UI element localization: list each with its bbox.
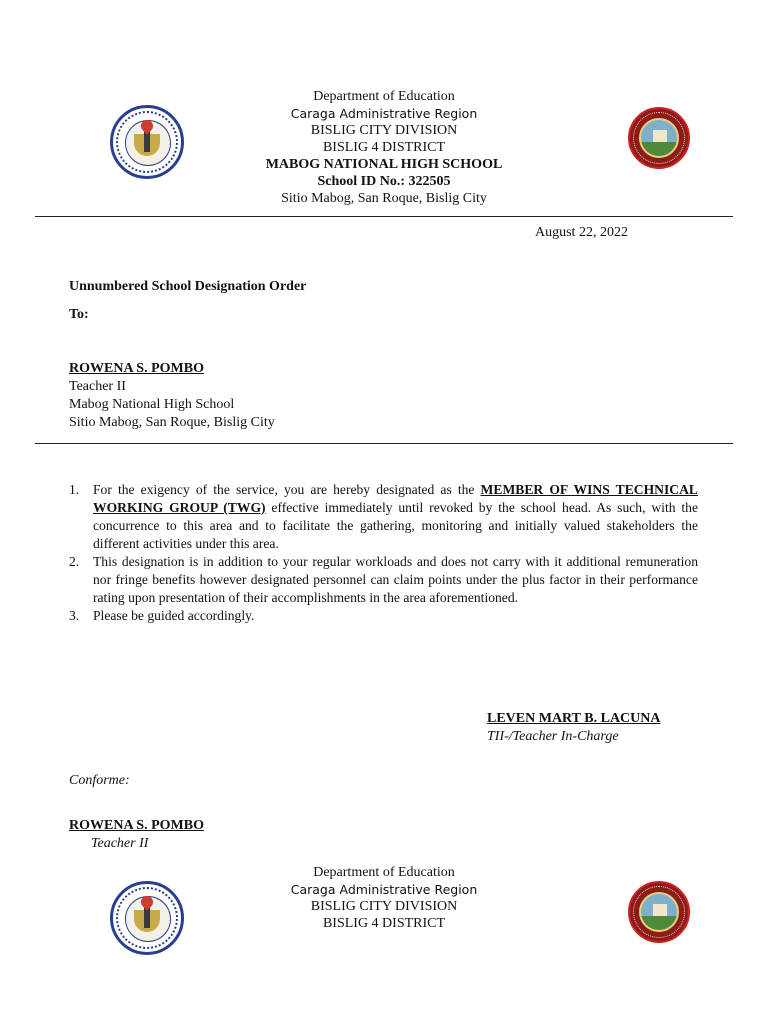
to-label: To: — [69, 307, 89, 322]
signatory-title: TII-/Teacher In-Charge — [487, 729, 619, 744]
recipient-address: Sitio Mabog, San Roque, Bislig City — [69, 415, 275, 430]
list-item: 3. Please be guided accordingly. — [69, 608, 255, 623]
list-item: 2. This designation is in addition to your regular workloads and does not carry with it additional remuneration nor fringe benefits however designated personnel can claim points under the plus factor in their performance rating upon presentation of their accomplishments in the area aforementioned. — [69, 554, 698, 605]
conforme-label: Conforme: — [69, 773, 130, 788]
school-id: School ID No.: 322505 — [317, 174, 451, 189]
footer-division: BISLIG CITY DIVISION — [310, 899, 458, 914]
department-name: Department of Education — [313, 89, 455, 104]
order-items — [69, 481, 698, 625]
recipient-school: Mabog National High School — [69, 397, 235, 412]
conforme-title: Teacher II — [91, 836, 149, 851]
order-date: August 22, 2022 — [535, 225, 628, 240]
recipient-block — [69, 360, 275, 432]
division-name: BISLIG CITY DIVISION — [310, 123, 458, 138]
school-name: MABOG NATIONAL HIGH SCHOOL — [265, 157, 503, 172]
conforme-name: ROWENA S. POMBO — [69, 818, 204, 833]
header-divider — [35, 216, 733, 217]
letterhead — [0, 88, 768, 207]
school-address: Sitio Mabog, San Roque, Bislig City — [281, 191, 487, 206]
body-divider — [35, 443, 733, 444]
footer-district: BISLIG 4 DISTRICT — [322, 916, 446, 931]
list-item: 1. For the exigency of the service, you are hereby designated as the MEMBER OF WINS TECHNICAL WORKING GROUP (TWG) effective immediately until revoked by the school head. As such, with the concurrence to this area and to facilitate the gathering, monitoring and initially valued stakeholders the different activities under this area. — [69, 482, 698, 551]
region-name: Caraga Administrative Region — [290, 106, 478, 121]
footer-region: Caraga Administrative Region — [290, 882, 478, 897]
order-title: Unnumbered School Designation Order — [69, 279, 307, 294]
footer-department: Department of Education — [313, 865, 455, 880]
signatory-block — [487, 710, 661, 746]
footer-letterhead — [0, 864, 768, 932]
signatory-name: LEVEN MART B. LACUNA — [487, 711, 661, 726]
designation-emphasis: MEMBER OF WINS TECHNICAL WORKING GROUP (TWG) — [93, 482, 698, 515]
conforme-block — [69, 817, 204, 853]
district-name: BISLIG 4 DISTRICT — [322, 140, 446, 155]
recipient-name: ROWENA S. POMBO — [69, 361, 204, 376]
recipient-position: Teacher II — [69, 379, 126, 394]
